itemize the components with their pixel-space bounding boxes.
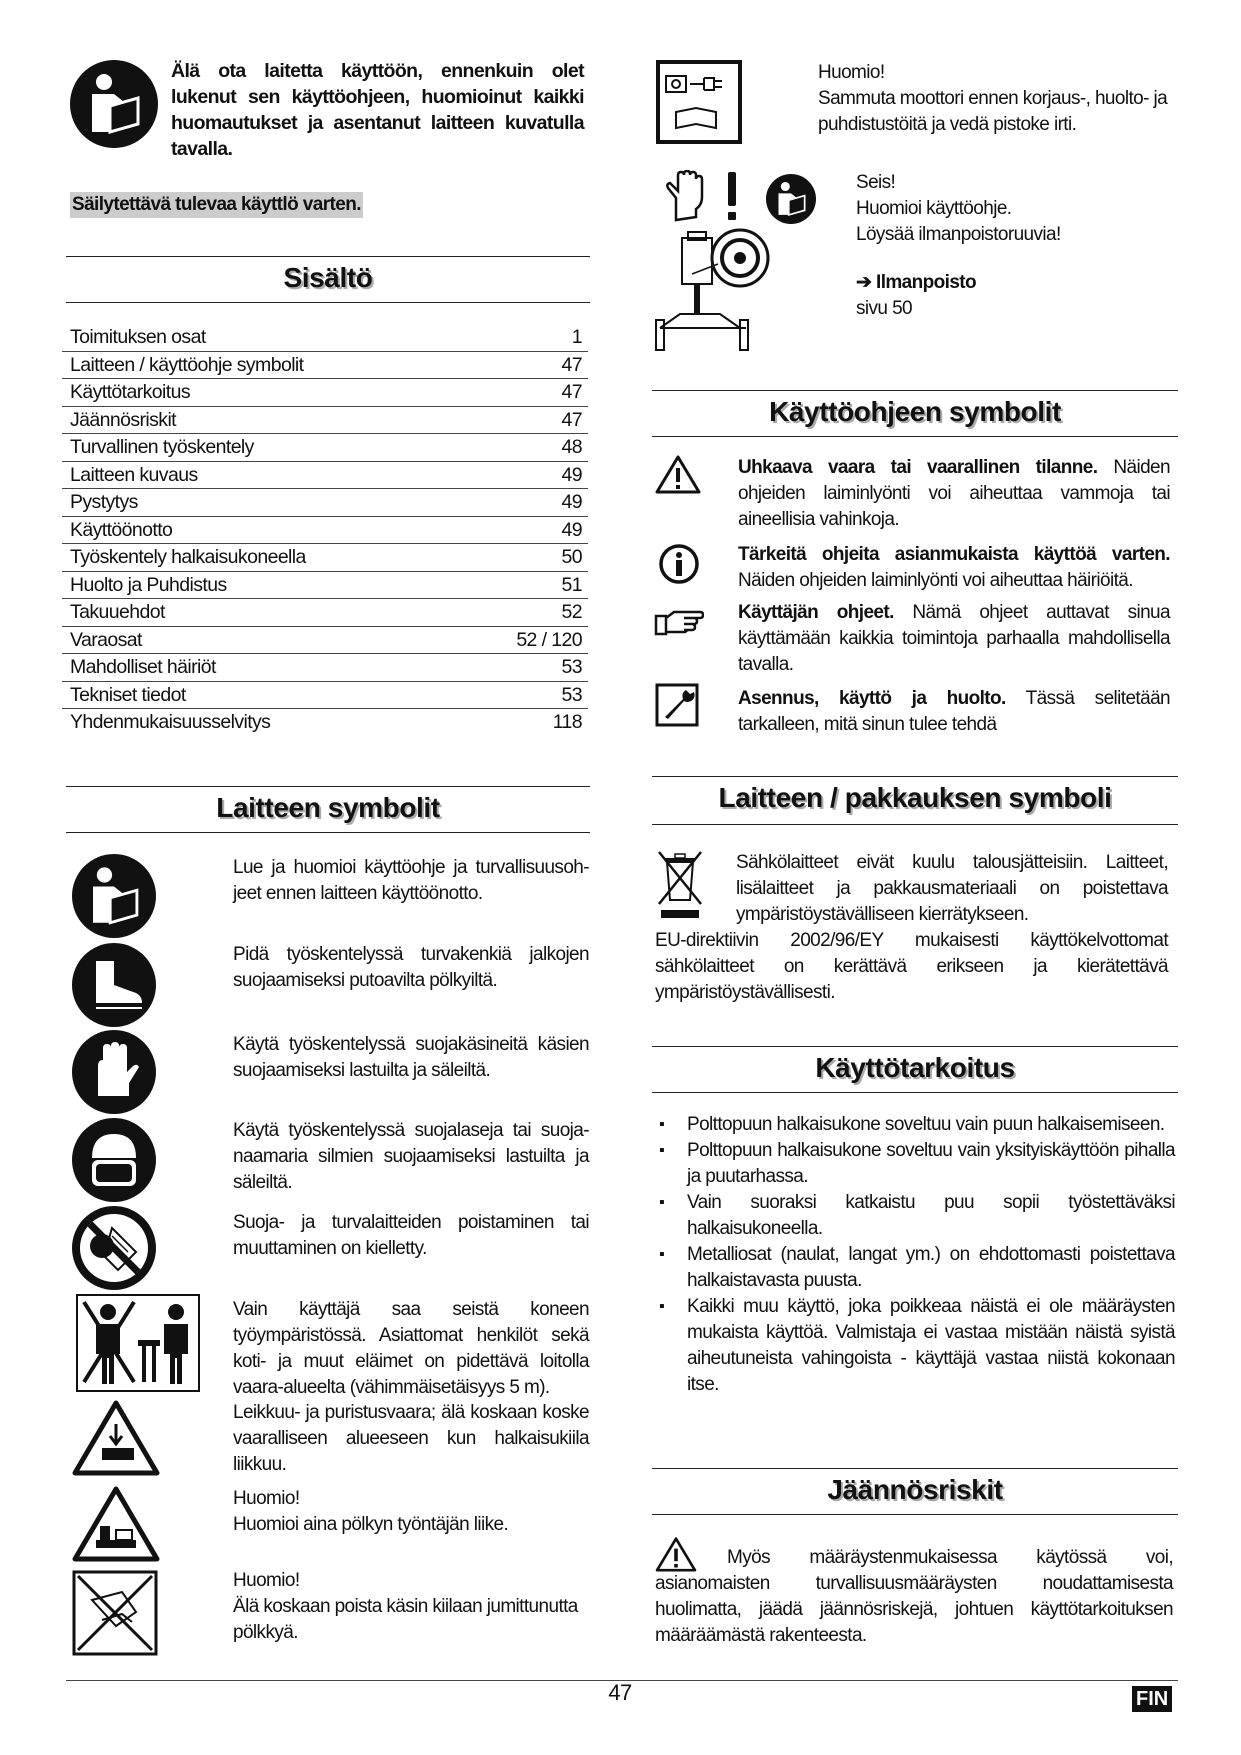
exclamation-icon bbox=[722, 170, 742, 224]
notice-title: Huomio! bbox=[818, 62, 885, 83]
list-item: ▪ Kaikki muu käyttö, joka poikkeaa näistä ei ole määräysten mukaista käyttöä. Valmistaja ei vastaa mistään näistä syistä aiheutuneista vahingoista - käyttäjä vastaa niistä kokonaan itse. bbox=[655, 1294, 1175, 1398]
toc-row[interactable]: Yhdenmukaisuusselvitys 118 bbox=[70, 711, 582, 733]
residual-title: Jäännösriskit bbox=[827, 1474, 1003, 1505]
list-item: ▪ Vain suoraksi katkaistu puu sopii työstettäväksi halkaisukoneella. bbox=[655, 1190, 1175, 1242]
toc-row[interactable]: Työskentely halkaisukoneella 50 bbox=[62, 544, 588, 572]
purpose-list bbox=[655, 1112, 1175, 1398]
manual-symbol-user: Käyttäjän ohjeet. Nämä ohjeet auttavat sinua käyttämään kaikkia toimintoja parhaalla mahdollisella tavalla. bbox=[738, 602, 1170, 675]
device-symbols-title: Laitteen symbolit bbox=[216, 792, 440, 823]
list-item: ▪ Polttopuun halkaisukone soveltuu vain yksityiskäyttöön pihalla ja puutarhassa. bbox=[655, 1138, 1175, 1190]
purpose-title: Käyttötarkoitus bbox=[815, 1052, 1015, 1083]
crush-hazard-icon bbox=[72, 1400, 160, 1476]
symbol-text-read-manual: Lue ja huomioi käyttöohje ja turvallisuusoh-jeet ennen laitteen käyttöönotto. bbox=[233, 857, 589, 904]
stop-text: Seis! bbox=[856, 172, 896, 193]
toc-row[interactable]: Jäännösriskit 47 bbox=[62, 407, 588, 435]
symbol-text-bystanders: Vain käyttäjä saa seistä koneen työympäristössä. Asiattomat henkilöt sekä koti- ja muut eläimet on pidettävä loitolla vaara-alueelta (vähimmäisetäisyys 5 m). bbox=[233, 1299, 589, 1398]
toc-row[interactable]: Huolto ja Puhdistus 51 bbox=[62, 572, 588, 600]
notice-1-text: Huomioi aina pölkyn työntäjän liike. bbox=[233, 1514, 509, 1535]
toc-title: Sisältö bbox=[283, 262, 373, 293]
residual-risk-text: Myös määräystenmukaisessa käytössä voi, asianomaisten turvallisuusmääräysten noudattamisesta huolimatta, jäädä jäännösriskejä, johtuen käyttötarkoituksen määräämästä rakenteesta. bbox=[655, 1547, 1173, 1646]
arrow-right-icon: ➔ bbox=[856, 272, 872, 293]
weee-text: Sähkölaitteet eivät kuulu talousjätteisiin. Laitteet, lisälaitteet ja pakkausmateriaali on poistettava ympäristöystävälliseen kierrätykseen. bbox=[736, 852, 1168, 925]
unplug-before-maintenance-icon bbox=[656, 60, 742, 144]
page-number: 47 bbox=[608, 1680, 632, 1705]
toc-row[interactable]: Takuuehdot 52 bbox=[62, 599, 588, 627]
language-badge: FIN bbox=[1132, 1686, 1172, 1712]
notice-2-text: Älä koskaan poista käsin kiilaan jumittunutta pölkkyä. bbox=[233, 1596, 578, 1643]
read-manual-icon bbox=[72, 854, 156, 938]
notice-text: Sammuta moottori ennen korjaus-, huolto- ja puhdistustöitä ja vedä pistoke irti. bbox=[818, 88, 1168, 135]
warning-triangle-icon bbox=[655, 454, 701, 494]
notice-2-title: Huomio! bbox=[233, 1570, 300, 1591]
toc-row[interactable]: Tekniset tiedot 53 bbox=[62, 682, 588, 710]
intro-warning: Älä ota laitetta käyttöön, ennenkuin olet lukenut sen käyttöohjeen, huomioinut kaikki huomautukset ja asentanut laitteen kuvatulla tavalla. bbox=[171, 60, 584, 160]
toc-row[interactable]: Käyttöönotto 49 bbox=[62, 517, 588, 545]
read-manual-text: Huomioi käyttöohje. bbox=[856, 198, 1012, 219]
notice-1-title: Huomio! bbox=[233, 1488, 300, 1509]
splitter-machine-icon bbox=[652, 228, 772, 352]
toc-row[interactable]: Laitteen kuvaus 49 bbox=[62, 462, 588, 490]
toc-row[interactable]: Turvallinen työskentely 48 bbox=[62, 434, 588, 462]
toc-row[interactable]: Käyttötarkoitus 47 bbox=[62, 379, 588, 407]
cross-reference[interactable] bbox=[856, 270, 976, 296]
loosen-screw-text: Löysää ilmanpoistoruuvia! bbox=[856, 224, 1061, 245]
pointing-hand-icon bbox=[654, 608, 704, 640]
manual-symbols-title: Käyttöohjeen symbolit bbox=[769, 396, 1061, 427]
read-manual-icon bbox=[70, 60, 158, 148]
eu-directive-text: EU-direktiivin 2002/96/EY mukaisesti käyttökelvottomat sähkölaitteet on kerättävä erikseen ja kierätettävä ympäristöystävällisesti. bbox=[655, 930, 1168, 1003]
symbol-text-goggles: Käytä työskentelyssä suojalaseja tai suoja-naamaria silmien suojaamiseksi lastuilta ja säleiltä. bbox=[233, 1120, 589, 1193]
toc-row[interactable]: Pystytys 49 bbox=[62, 489, 588, 517]
toc-row[interactable]: Varaosat 52 / 120 bbox=[62, 627, 588, 655]
weee-bin-icon bbox=[655, 848, 705, 920]
stop-hand-icon bbox=[662, 170, 712, 222]
no-hand-removal-icon bbox=[72, 1570, 158, 1656]
toc-row[interactable]: Toimituksen osat 1 bbox=[62, 324, 588, 352]
package-symbols-title: Laitteen / pakkauksen symboli bbox=[718, 782, 1112, 813]
manual-symbol-assembly: Asennus, käyttö ja huolto. Tässä selitetään tarkalleen, mitä sinun tulee tehdä bbox=[738, 688, 1171, 735]
safety-boots-icon bbox=[72, 943, 156, 1027]
toc-row[interactable]: Laitteen / käyttöohje symbolit 47 bbox=[62, 352, 588, 380]
symbol-text-boots: Pidä työskentelyssä turvakenkiä jalkojen suojaamiseksi putoavilta pölkyiltä. bbox=[233, 944, 589, 991]
manual-symbol-danger: Uhkaava vaara tai vaarallinen tilanne. Näiden ohjeiden laiminlyönti voi aiheuttaa vammoja tai aineellisia vahinkoja. bbox=[738, 457, 1170, 530]
read-manual-small-icon bbox=[766, 174, 816, 224]
cross-reference-label: Ilmanpoisto bbox=[876, 272, 977, 293]
list-item: ▪ Metalliosat (naulat, langat ym.) on ehdottomasti poistettava halkaistavasta puusta. bbox=[655, 1242, 1175, 1294]
wrench-icon bbox=[655, 683, 699, 727]
info-icon bbox=[659, 544, 699, 584]
list-item: ▪ Polttopuun halkaisukone soveltuu vain puun halkaisemiseen. bbox=[655, 1112, 1175, 1138]
bystanders-icon bbox=[76, 1294, 200, 1392]
cross-reference-page: sivu 50 bbox=[856, 298, 913, 319]
symbol-text-gloves: Käytä työskentelyssä suojakäsineitä käsien suojaamiseksi lastuilta ja säleiltä. bbox=[233, 1034, 589, 1081]
pusher-movement-icon bbox=[72, 1486, 160, 1562]
toc-row[interactable]: Mahdolliset häiriöt 53 bbox=[62, 654, 588, 682]
manual-symbol-info: Tärkeitä ohjeita asianmukaista käyttöä varten. Näiden ohjeiden laiminlyönti voi aiheuttaa häiriöitä. bbox=[738, 544, 1170, 591]
table-of-contents bbox=[62, 324, 588, 737]
symbol-text-crush: Leikkuu- ja puristusvaara; älä koskaan koske vaaralliseen alueeseen kun halkaisukiila liikkuu. bbox=[233, 1402, 589, 1475]
keep-for-future: Säilytettävä tulevaa käyttlö varten. bbox=[70, 192, 363, 218]
symbol-text-guards: Suoja- ja turvalaitteiden poistaminen tai muuttaminen on kielletty. bbox=[233, 1212, 589, 1259]
eye-protection-icon bbox=[72, 1118, 156, 1202]
no-guard-removal-icon bbox=[72, 1206, 156, 1290]
gloves-icon bbox=[72, 1030, 156, 1114]
